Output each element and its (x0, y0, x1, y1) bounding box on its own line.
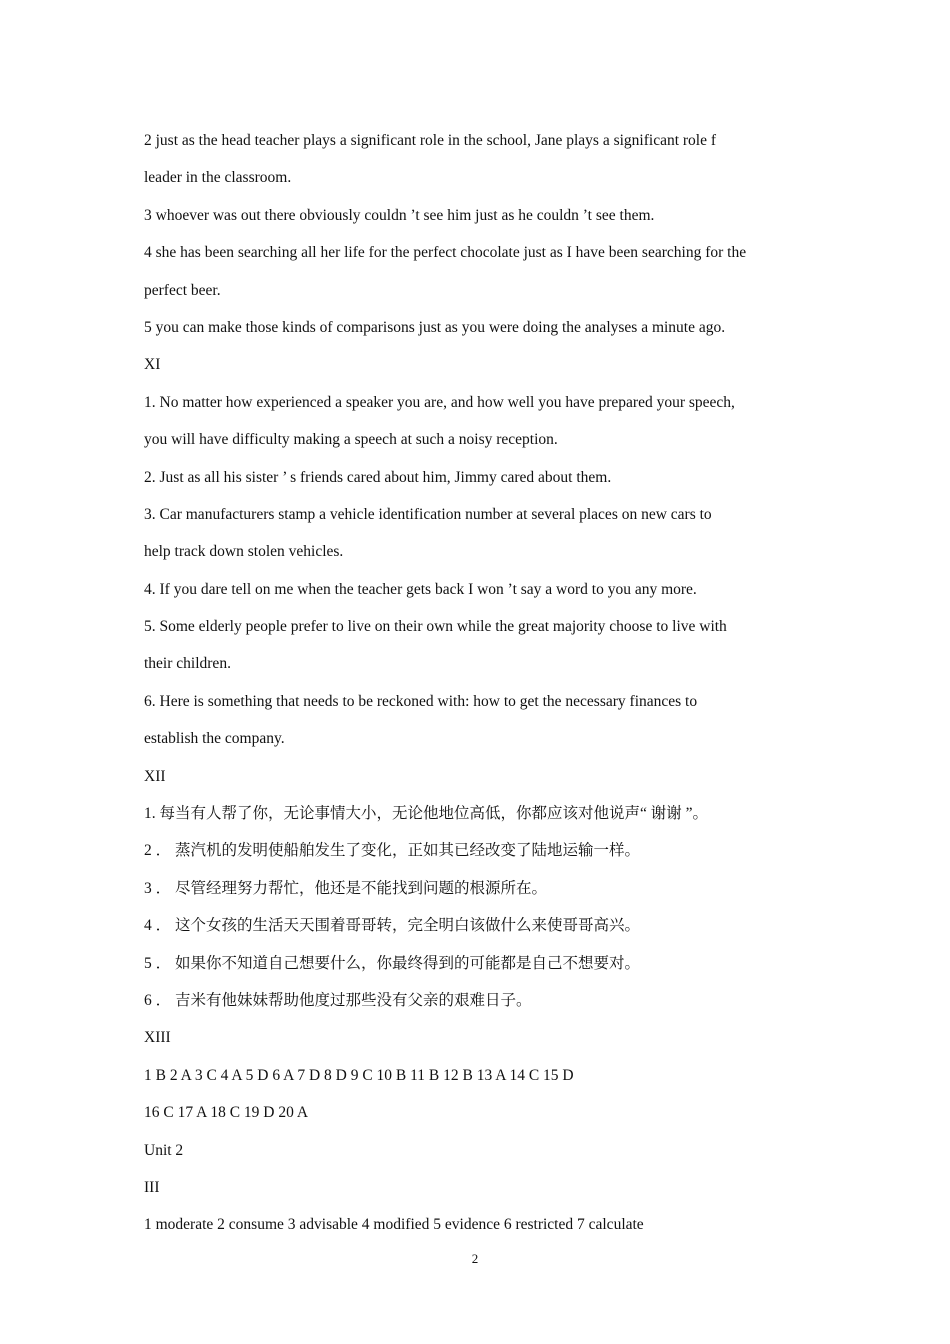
text-line: 3 ． 尽管经理努力帮忙，他还是不能找到问题的根源所在。 (144, 879, 548, 897)
text-line: 5 ． 如果你不知道自己想要什么，你最终得到的可能都是自己不想要对。 (144, 954, 641, 972)
text-line: 4 ． 这个女孩的生活天天围着哥哥转，完全明白该做什么来使哥哥高兴。 (144, 917, 641, 935)
answer-key-line: 1 B 2 A 3 C 4 A 5 D 6 A 7 D 8 D 9 C 10 B 11 B 12 B 13 A 14 C 15 D (144, 1066, 574, 1084)
text-line: 5 you can make those kinds of comparisons just as you were doing the analyses a minute ago. (144, 318, 726, 336)
text-line: perfect beer. (144, 281, 221, 299)
text-line: 4. If you dare tell on me when the teacher gets back I won ’t say a word to you any more. (144, 580, 697, 598)
text-line: 3. Car manufacturers stamp a vehicle identification number at several places on new cars to (144, 505, 712, 523)
text-line: you will have difficulty making a speech at such a noisy reception. (144, 431, 558, 449)
section-heading: XII (144, 767, 166, 785)
text-line: 2 just as the head teacher plays a significant role in the school, Jane plays a significant role f (144, 132, 717, 149)
text-line: 1. No matter how experienced a speaker you are, and how well you have prepared your speech, (144, 393, 735, 411)
section-heading: III (144, 1178, 160, 1196)
text-line: establish the company. (144, 730, 285, 748)
text-line: 1. 每当有人帮了你，无论事情大小，无论他地位高低，你都应该对他说声“ 谢谢 ”。 (144, 805, 709, 823)
section-heading: XIII (144, 1029, 171, 1047)
text-line: their children. (144, 655, 231, 673)
page-number: 2 (471, 1251, 479, 1266)
text-line: help track down stolen vehicles. (144, 543, 344, 561)
text-line: 6 ． 吉米有他妹妹帮助他度过那些没有父亲的艰难日子。 (144, 991, 532, 1009)
text-line: 1 moderate 2 consume 3 advisable 4 modified 5 evidence 6 restricted 7 calculate (144, 1216, 644, 1234)
text-line: 3 whoever was out there obviously couldn ’t see him just as he couldn ’t see them. (144, 206, 655, 224)
text-line: 2. Just as all his sister ’ s friends cared about him, Jimmy cared about them. (144, 468, 612, 486)
text-line: 2 ． 蒸汽机的发明使船舶发生了变化，正如其已经改变了陆地运输一样。 (144, 842, 641, 860)
page-content (144, 122, 814, 1244)
answer-key-line: 16 C 17 A 18 C 19 D 20 A (144, 1104, 309, 1122)
text-line: 4 she has been searching all her life for the perfect chocolate just as I have been searching for the (144, 244, 747, 262)
text-line: 6. Here is something that needs to be reckoned with: how to get the necessary finances to (144, 692, 698, 710)
section-heading: XI (144, 356, 161, 374)
text-line: leader in the classroom. (144, 169, 292, 187)
unit-heading: Unit 2 (144, 1141, 184, 1159)
text-line: 5. Some elderly people prefer to live on their own while the great majority choose to live with (144, 618, 727, 636)
